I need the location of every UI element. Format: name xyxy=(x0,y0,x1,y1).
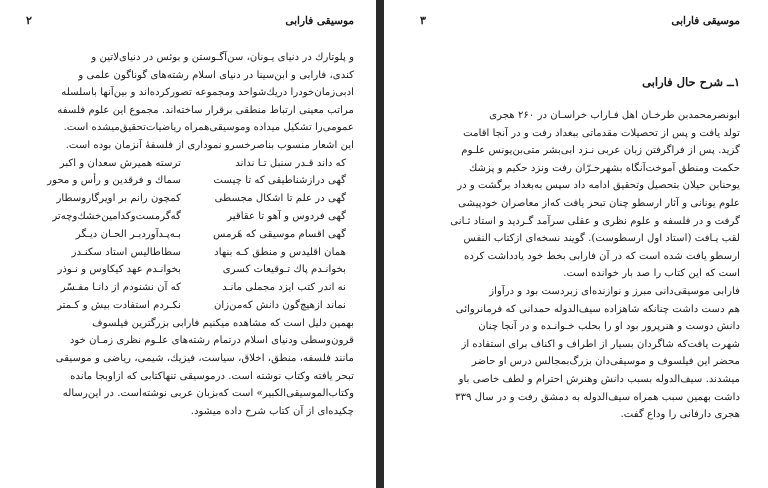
text-line: ابونصرمحمدبن طرخـان اهل فـاراب خراسـان در ۲۶۰ هجری xyxy=(489,110,740,121)
text-line: دانش دوست و هنرپرور بود او را بحلب خـوانـده و در آنجا چنان xyxy=(478,321,740,333)
left-page-header xyxy=(26,14,354,27)
right-running-title: موسیقی فارابی xyxy=(671,14,740,27)
poem-hemistich: نه اندر کتب ایزد مجملی مانـد xyxy=(222,282,346,294)
text-line: یوحنابن حیلان بتحصیل وتحقیق ادامه داد سپس به‌بغداد برگشت و در xyxy=(457,180,740,192)
left-intro-paragraph xyxy=(26,49,354,155)
text-line: شهرت یافت‌که شاگردان بسیار از اطراف و اکناف برای استفاده از xyxy=(461,338,740,350)
poem-hemistich: نماند ازهیچ‌گون دانش که‌من‌زان xyxy=(213,299,346,311)
text-line: گزید. پس از فراگرفتن زبان عربی نـزد ابی‌بشر متی‌بن‌یونس علـوم xyxy=(461,145,740,157)
text-line: تولد یافت و پس از تحصیلات مقدماتی ببغداد رفت و در آنجا اقامت xyxy=(463,127,740,139)
poem-hemistich: گهی فردوس و آهو تا عقاقیر xyxy=(227,210,346,222)
right-page-number: ۳ xyxy=(420,14,426,27)
poem-hemistich: کمچون رانم بر اویرگاروسطار xyxy=(56,193,181,205)
text-line: و پلوتارك در دنیای یـونان، سن‌آگـوستن و بوئس در دنیای‌لاتین و xyxy=(91,52,354,63)
text-line: فارابی موسیقی‌دانی مبرز و نوازنده‌ای زبردست بود و درآواز xyxy=(489,285,740,297)
text-line: محضر این فیلسوف و موسیقی‌دان بزرگ‌بمجالس درس او حاضر xyxy=(471,356,740,368)
biography-paragraph-1 xyxy=(420,107,740,283)
poem-hemistich: بـه‌پـدآوردبـر الحـان دیـگر xyxy=(75,228,181,240)
section-heading: ۱ــ شرح حال فارابی xyxy=(642,75,740,89)
poem-hemistich: گهی درازشناطیقی که تا چیست xyxy=(213,175,346,187)
text-line: هم دست داشت چنانکه شاهزاده سیف‌الدوله حمدانی که فرمانروائی xyxy=(455,303,740,315)
text-line: هجری دارفانی را وداع گفت. xyxy=(620,409,740,421)
text-line: علوم یونانی و آثار ارسطو چنان تبحر یافت که‌از معاصران خودپیشی xyxy=(458,197,740,209)
left-page-number: ۲ xyxy=(26,14,32,27)
left-running-title: موسیقی فارابی xyxy=(285,14,354,27)
text-line: کندی، فارابی و ابن‌سینا در دنیای اسلام رشته‌های گوناگون علمی و xyxy=(78,69,354,81)
text-line: ادبی‌زمان‌خودرا دریك‌شواحد ومجموعه تصورکرده‌اند و بین‌آنها باسلسله xyxy=(61,87,354,99)
text-line: مراتب معینی ارتباط منطقی برقرار ساخته‌اند. مجموع این علوم فلسفه xyxy=(57,104,354,116)
text-line: بهمین دلیل است که مشاهده میکنیم فارابی بزرگترین فیلسوف xyxy=(92,317,354,329)
poem-hemistich: گه‌گرمست‌وکدامین‌خشك‌وچه‌تر xyxy=(52,210,181,222)
text-line: قرون‌وسطی ودنیای اسلام درتمام رشته‌های علـوم نظری زمـان خود xyxy=(69,335,354,347)
book-gutter xyxy=(376,0,384,488)
biography-paragraph-2 xyxy=(420,283,740,424)
poem-hemistich: گهی اقسام موسیقی که هَرمس xyxy=(213,228,346,240)
right-page-header xyxy=(420,14,740,27)
poem-block xyxy=(26,155,354,315)
text-line: حکمت ومنطق آموخت‌آنگاه بشهرحـرّان رفت ونزد حکیم و پزشك xyxy=(468,162,740,174)
text-line: لقب یـافت (استاد اول ارسطوست). گویند نسخه‌ای ازکتاب النفس xyxy=(463,233,740,245)
poem-hemistich: سماك و فرقدین و رأس و محور xyxy=(47,175,181,187)
text-line: است که این کتاب را صد بار خوانده است. xyxy=(563,268,740,280)
poem-hemistich: همان اقلیدس و منطق کـه بنهاد xyxy=(214,246,346,258)
text-line: چکیده‌ای از آن کتاب شرح داده میشود. xyxy=(190,405,354,417)
text-line: گرفت و در فلسفه و علوم نظری و عقلی سرآمد گـردید و استاد ثـانی xyxy=(450,215,740,227)
text-line: داشت بهمین سبب همراه سیف‌الدوله به دمشق رفت و در سال ۳۳۹ xyxy=(455,391,740,403)
right-page xyxy=(384,0,768,488)
text-line: میشدند. سیف‌الدوله بسبب دانش وهنرش احترام و لطف خاصی باو xyxy=(458,373,740,385)
left-page xyxy=(0,0,376,488)
text-line: وکتاب‌الموسیقی‌الکبیر» است که‌بزبان عربی نوشته‌است. در این‌رساله xyxy=(62,388,354,400)
poem-hemistich: ترسته همیرش سعدان و اکبر xyxy=(59,157,181,169)
poem-hemistich: که داند قـدر سنبل تـا نداند xyxy=(235,157,346,169)
poem-hemistich: بخوانـدم پاك تـوقیعات کسری xyxy=(222,264,346,276)
left-outro-paragraph xyxy=(26,315,354,421)
text-line: عمومی‌را تشکیل میداده وموسیقی‌همراه ریاضیات‌تحقیق‌میشده است. xyxy=(63,122,354,134)
text-line: این اشعار منسوب بناصرخسرو نموداری از فلسفهٔ آنزمان بوده است. xyxy=(65,139,354,151)
text-line: ارسطو یافت شده است که در آن فارابی بخط خود یادداشت کرده xyxy=(464,250,740,262)
poem-hemistich: بخوانـدم عهد کیکاوس و نـوذر xyxy=(57,264,181,276)
poem-hemistich: که آن نشنودم از دانـا مفـسّر xyxy=(60,282,181,294)
poem-hemistich: سطاطالیس استاد سکنـدر xyxy=(71,246,181,258)
poem-hemistich: گهی در علم تا اشکال مجسطی xyxy=(214,193,346,205)
text-line: تبحر یافته وکتاب نوشته است. درموسیقی تنهاکتابی که ازاوبجا مانده xyxy=(70,370,354,382)
text-line: مانند فلسفه، منطق، اخلاق، سیاست، فیزیك، شیمی، ریاضی و موسیقی xyxy=(55,352,354,364)
poem-hemistich: نکـردم استفادت بیش و کـمتر xyxy=(57,299,181,311)
